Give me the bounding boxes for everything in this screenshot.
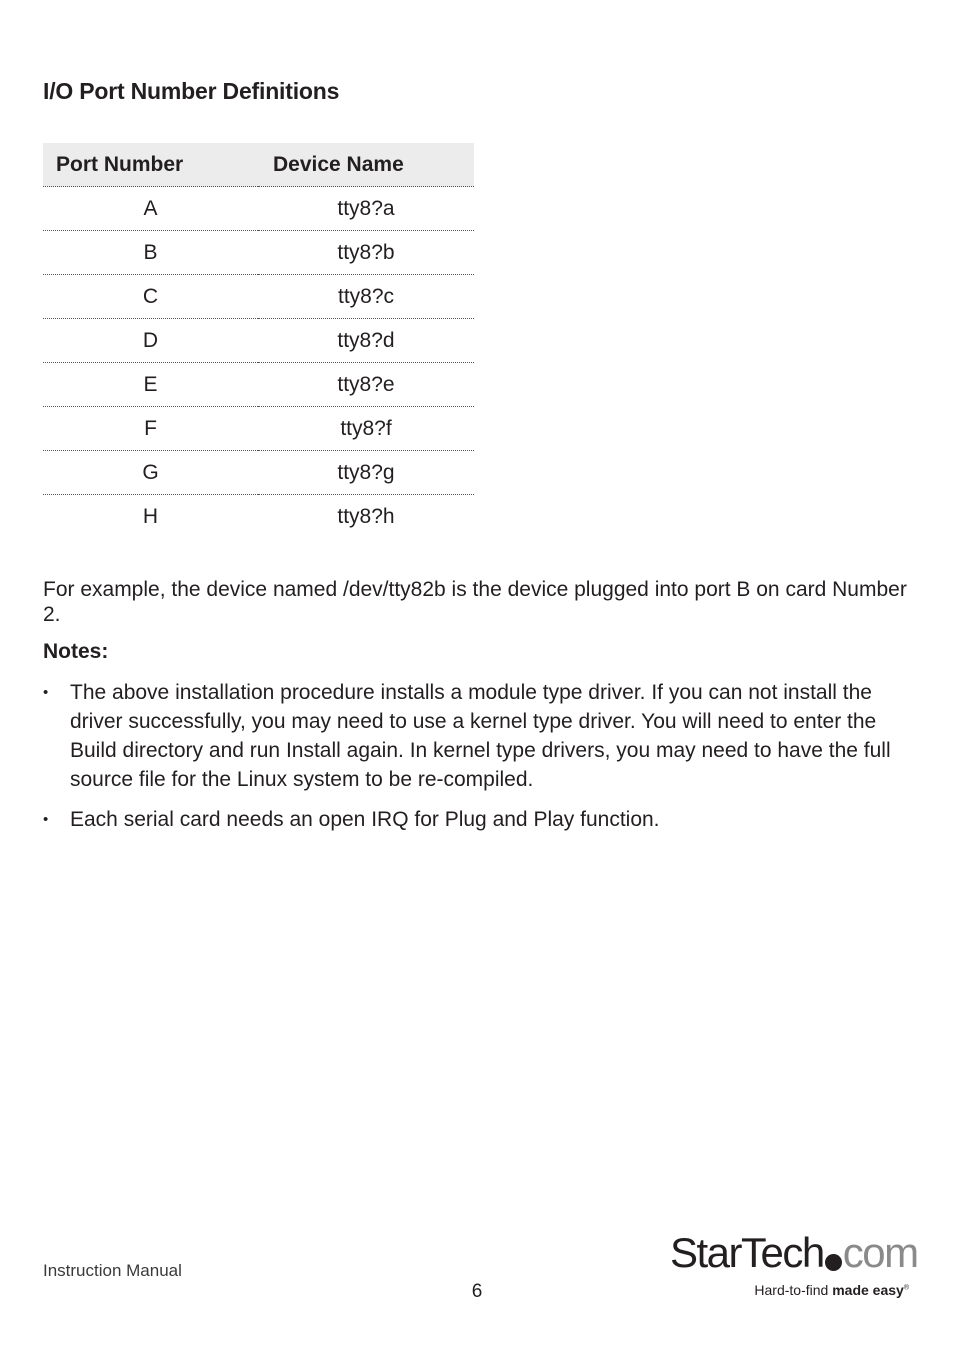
table-row [43,275,474,319]
port-cell: E [43,363,258,407]
device-cell: tty8?c [258,275,474,319]
table-row [43,495,474,539]
device-cell: tty8?f [258,407,474,451]
list-item [43,805,913,834]
logo-wordmark [670,1228,918,1278]
tagline-regular: Hard-to-find [754,1282,833,1298]
bullet-icon: • [43,684,49,701]
port-cell: F [43,407,258,451]
port-definitions-table [43,143,474,538]
table-row [43,231,474,275]
page-number: 6 [471,1281,483,1302]
port-cell: A [43,187,258,231]
table-row [43,451,474,495]
port-cell: G [43,451,258,495]
device-cell: tty8?a [258,187,474,231]
table-row [43,319,474,363]
port-cell: D [43,319,258,363]
startech-logo [670,1228,918,1308]
table-row [43,187,474,231]
registered-mark: ® [903,1284,909,1292]
footer-label: Instruction Manual [43,1261,182,1280]
device-cell: tty8?g [258,451,474,495]
device-cell: tty8?d [258,319,474,363]
device-cell: tty8?e [258,363,474,407]
logo-dot-icon [825,1254,842,1271]
list-item [43,678,913,794]
logo-brand: StarTech [670,1229,824,1276]
device-cell: tty8?h [337,504,395,528]
table-row [43,407,474,451]
note-text: Each serial card needs an open IRQ for Plug and Play function. [70,808,660,831]
port-cell: H [142,504,159,528]
column-header-port-number: Port Number [43,143,258,187]
note-text: The above installation procedure installs a module type driver. If you can not install the driver successfully, you may need to use a kernel type driver. You will need to enter the Build directory and run Install again. In kernel type drivers, you may need to have the full source file for the Linux system to be re-compiled. [70,681,891,791]
notes-heading: Notes: [43,640,109,663]
tagline-bold: made easy [832,1282,904,1298]
table-row [43,363,474,407]
bullet-icon: • [43,811,49,828]
table-header-row [43,143,474,187]
example-paragraph: For example, the device named /dev/tty82b is the device plugged into port B on card Number 2. [43,578,907,626]
device-cell: tty8?b [258,231,474,275]
logo-tagline [754,1282,909,1298]
port-cell: B [43,231,258,275]
notes-list [43,678,913,845]
port-cell: C [43,275,258,319]
section-title: I/O Port Number Definitions [43,78,340,104]
column-header-device-name: Device Name [258,143,474,187]
logo-domain: com [842,1229,918,1276]
